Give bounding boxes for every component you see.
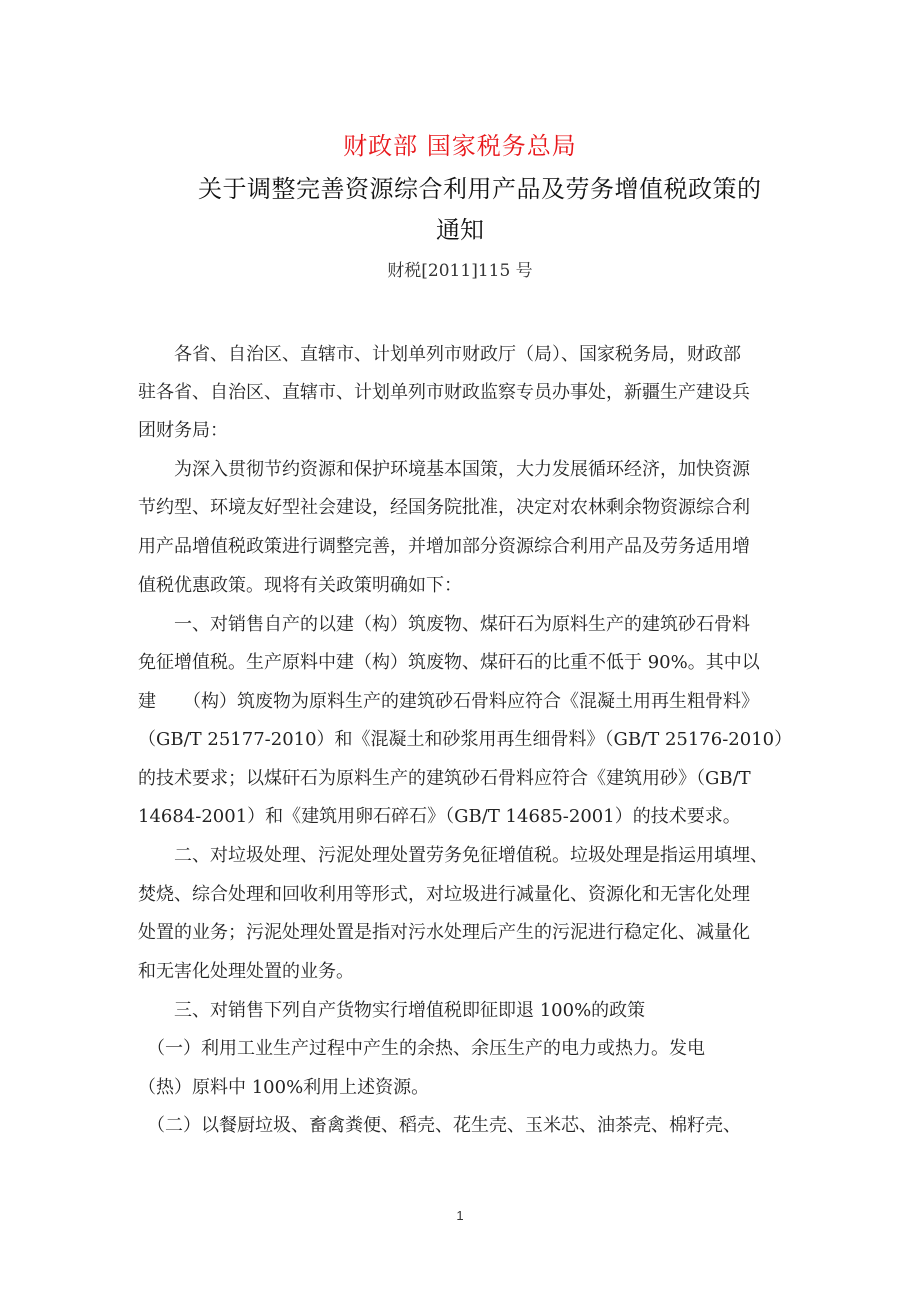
body-line: 二、对垃圾处理、污泥处理处置劳务免征增值税。垃圾处理是指运用填埋、 [138, 845, 768, 866]
body-line: 一、对销售自产的以建（构）筑废物、煤矸石为原料生产的建筑砂石骨料 [138, 614, 750, 635]
page-number: 1 [456, 1208, 464, 1223]
body-line: （GB/T 25177-2010）和《混凝土和砂浆用再生细骨料》（GB/T 25176-2010） [138, 729, 793, 750]
body-line: 14684-2001）和《建筑用卵石碎石》（GB/T 14685-2001）的技术要求。 [138, 806, 741, 827]
body-line: 为深入贯彻节约资源和保护环境基本国策，大力发展循环经济，加快资源 [138, 459, 750, 480]
body-line: （二）以餐厨垃圾、畜禽粪便、稻壳、花生壳、玉米芯、油茶壳、棉籽壳、 [138, 1115, 741, 1136]
body-line: 团财务局： [138, 420, 228, 441]
body-line: （一）利用工业生产过程中产生的余热、余压生产的电力或热力。发电 [138, 1038, 705, 1059]
body-line: （热）原料中 100%利用上述资源。 [138, 1077, 430, 1098]
body-line: 的技术要求；以煤矸石为原料生产的建筑砂石骨料应符合《建筑用砂》（GB/T [138, 768, 751, 789]
body-line: 节约型、环境友好型社会建设，经国务院批准，决定对农林剩余物资源综合利 [138, 497, 750, 518]
body-line: 建 （构）筑废物为原料生产的建筑砂石骨料应符合《混凝土用再生粗骨料》 [138, 691, 759, 712]
body-line: 处置的业务；污泥处理处置是指对污水处理后产生的污泥进行稳定化、减量化 [138, 922, 750, 943]
document-title-line-1: 关于调整完善资源综合利用产品及劳务增值税政策的 [198, 175, 762, 203]
document-number: 财税[2011]115 号 [387, 261, 533, 281]
body-line: 和无害化处理处置的业务。 [138, 961, 354, 982]
body-line: 值税优惠政策。现将有关政策明确如下： [138, 575, 462, 596]
body-line: 免征增值税。生产原料中建（构）筑废物、煤矸石的比重不低于 90%。其中以 [138, 652, 760, 673]
document-title-line-2: 通知 [436, 216, 484, 244]
body-line: 用产品增值税政策进行调整完善，并增加部分资源综合利用产品及劳务适用增 [138, 536, 750, 557]
body-line: 焚烧、综合处理和回收利用等形式，对垃圾进行减量化、资源化和无害化处理 [138, 884, 750, 905]
body-line: 各省、自治区、直辖市、计划单列市财政厅（局）、国家税务局，财政部 [138, 344, 741, 365]
issuer-heading: 财政部 国家税务总局 [343, 132, 577, 160]
body-line: 三、对销售下列自产货物实行增值税即征即退 100%的政策 [138, 1000, 646, 1021]
body-line: 驻各省、自治区、直辖市、计划单列市财政监察专员办事处，新疆生产建设兵 [138, 382, 750, 403]
